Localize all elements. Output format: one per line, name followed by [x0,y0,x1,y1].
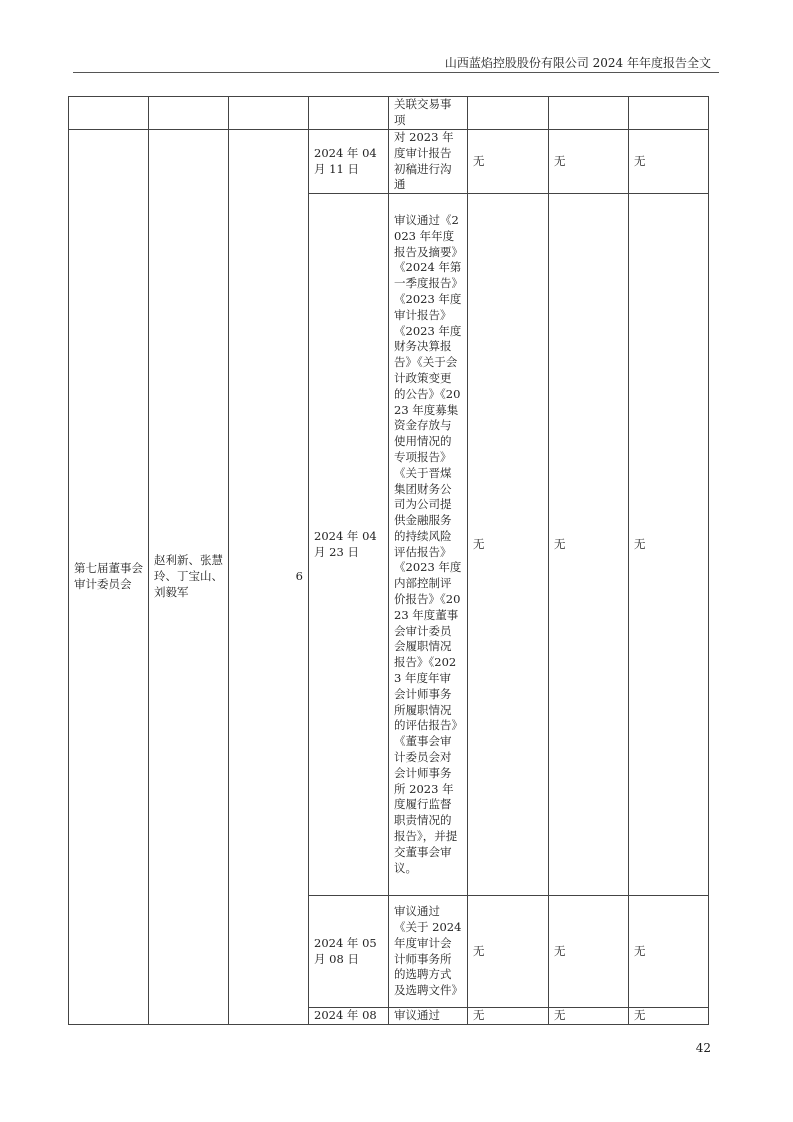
meeting-date-cell: 2024 年 04 月 11 日 [309,130,389,194]
table-cell-empty [549,97,629,130]
meeting-content-cell: 关联交易事项 [389,97,468,130]
other-duties-cell: 无 [549,130,629,194]
table-cell-empty [69,97,149,130]
header-divider [73,72,719,73]
committee-name-cell: 第七届董事会审计委员会 [69,130,149,1025]
meeting-date-cell: 2024 年 04 月 23 日 [309,194,389,896]
table-cell-empty [629,97,709,130]
other-duties-cell: 无 [549,896,629,1008]
meeting-date-cell: 2024 年 08 [309,1008,389,1025]
meeting-content-cell: 审议通过 [389,1008,468,1025]
other-duties-cell: 无 [549,194,629,896]
objection-cell: 无 [629,130,709,194]
other-duties-cell: 无 [549,1008,629,1025]
meeting-count-cell: 6 [229,130,309,1025]
table-cell-empty [149,97,229,130]
table-cell-empty [468,97,549,130]
meeting-content-cell: 对 2023 年度审计报告初稿进行沟通 [389,130,468,194]
objection-cell: 无 [629,194,709,896]
committee-meetings-table [68,96,709,1025]
table-cell-empty [229,97,309,130]
meeting-content-cell: 审议通过《2023 年年度报告及摘要》《2024 年第一季度报告》《2023 年度审计报告》《2023 年度财务决算报告》《关于会计政策变更的公告》《2023 年度募集资金存放与使用情况的专项报告》《关于晋煤集团财务公司为公司提供金融服务的持续风险评估报告》《2023 年度内部控制评价报告》《2023 年度董事会审计委员会履职情况报告》《2023 年度年审会计师事务所履职情况的评估报告》《董事会审计委员会对会计师事务所 2023 年度履行监督职责情况的报告》，并提交董事会审议。 [389,194,468,896]
committee-members-cell: 赵利新、张慧玲、丁宝山、刘毅军 [149,130,229,1025]
meeting-date-cell: 2024 年 05 月 08 日 [309,896,389,1008]
objection-cell: 无 [629,1008,709,1025]
objection-cell: 无 [629,896,709,1008]
meeting-content-cell: 审议通过《关于 2024 年度审计会计师事务所的选聘方式及选聘文件》 [389,896,468,1008]
suggestion-cell: 无 [468,194,549,896]
table-cell-empty [309,97,389,130]
table-row [69,130,709,194]
page-number: 42 [695,1041,711,1055]
suggestion-cell: 无 [468,1008,549,1025]
suggestion-cell: 无 [468,130,549,194]
page-header-title: 山西蓝焰控股股份有限公司 2024 年年度报告全文 [444,56,711,70]
suggestion-cell: 无 [468,896,549,1008]
table-row [69,97,709,130]
